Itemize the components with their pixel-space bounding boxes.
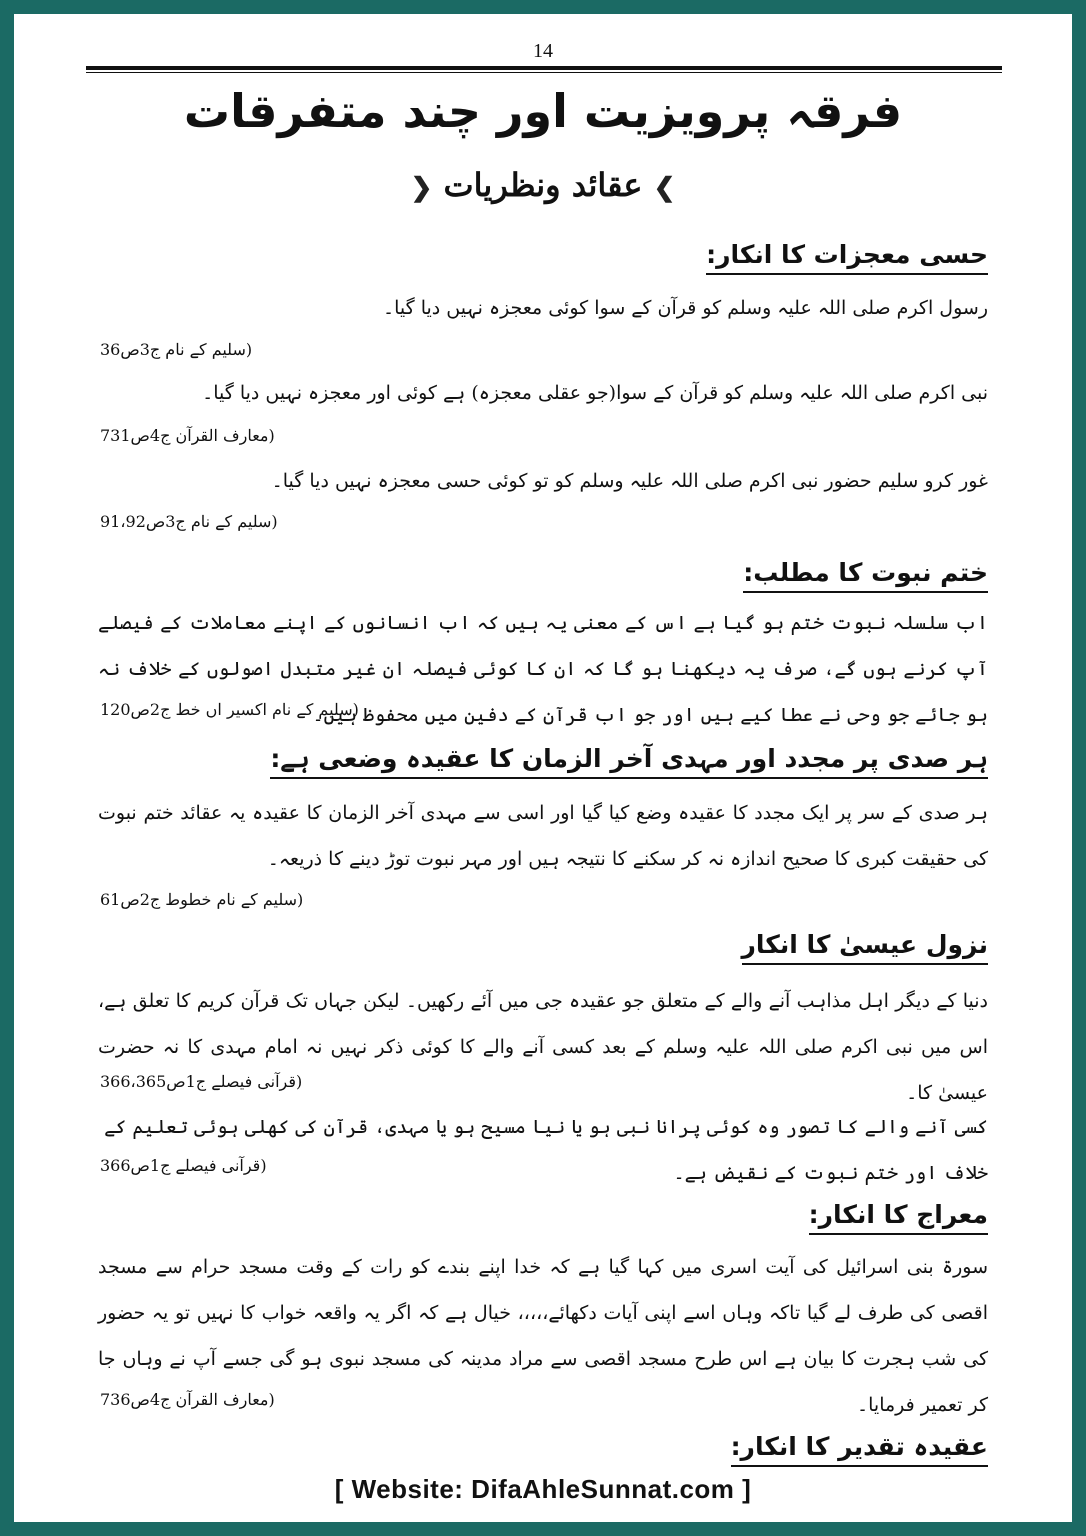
section-heading-miracles: حسی معجزات کا انکار: bbox=[706, 240, 988, 275]
page-number: 14 bbox=[533, 40, 553, 62]
section-heading-mujaddid: ہر صدی پر مجدد اور مہدی آخر الزمان کا عقیدہ وضعی ہے: bbox=[270, 744, 988, 779]
paragraph: غور کرو سلیم حضور نبی اکرم صلی اللہ علیہ وسلم کو تو کوئی حسی معجزہ نہیں دیا گیا۔ bbox=[271, 470, 988, 492]
page-subtitle bbox=[0, 166, 1086, 204]
subtitle-text: عقائد ونظریات bbox=[443, 166, 643, 204]
paragraph: نبی اکرم صلی اللہ علیہ وسلم کو قرآن کے سوا(جو عقلی معجزہ) ہے کوئی اور معجزہ نہیں دیا گیا۔ bbox=[202, 382, 988, 404]
reference: (معارف القرآن ج4ص736 bbox=[100, 1390, 275, 1409]
paragraph: سورۃ بنی اسرائیل کی آیت اسری میں کہا گیا ہے کہ خدا اپنے بندے کو رات کے وقت مسجد حرام سے مسجد اقصی کی طرف لے گیا تاکہ وہاں اسے اپنی آیات دکھائے،،،،، خیال ہے کہ اگر یہ واقعہ خواب کا نہیں تو یہ حضور کی شب ہجرت کا بیان ہے اس طرح مسجد اقصی سے مراد مدینہ کی مسجد نبوی ہو گی جسے آپ نے وہاں جا کر تعمیر فرمایا۔ bbox=[98, 1256, 988, 1416]
ornament-right-icon: ❯ bbox=[653, 173, 676, 203]
section-heading-khatm-nabuwat: ختم نبوت کا مطلب: bbox=[743, 558, 988, 593]
paragraph: ہر صدی کے سر پر ایک مجدد کا عقیدہ وضع کیا گیا اور اسی سے مہدی آخر الزمان کا عقیدہ یہ عقائد ختم نبوت کی حقیقت کبری کا صحیح اندازہ نہ کر سکنے کا نتیجہ ہیں اور مہر نبوت توڑ دینے کا ذریعہ۔ bbox=[98, 802, 988, 870]
section-heading-nuzool-isa: نزول عیسیٰ کا انکار bbox=[742, 930, 989, 965]
reference: (سلیم کے نام خطوط ج2ص61 bbox=[100, 890, 304, 909]
header-divider bbox=[86, 66, 1002, 70]
reference: (قرآنی فیصلے ج1ص366 bbox=[100, 1156, 267, 1175]
section-heading-meraj: معراج کا انکار: bbox=[809, 1200, 988, 1235]
ornament-left-icon: ❮ bbox=[410, 173, 433, 203]
reference: (سلیم کے نام اکسیر اں خط ج2ص120 bbox=[100, 700, 359, 719]
reference: (سلیم کے نام ج3ص91،92 bbox=[100, 512, 278, 531]
website-footer: [ Website: DifaAhleSunnat.com ] bbox=[334, 1474, 752, 1504]
page-title: فرقہ پرویزیت اور چند متفرقات bbox=[183, 84, 903, 138]
paragraph: کسی آنے والے کا تصور وہ کوئی پرانا نبی ہو یا نیا مسیح ہو یا مہدی، قرآن کی کھلی ہوئی تعلیم کے خلاف اور ختم نبوت کے نقیض ہے۔ bbox=[104, 1116, 988, 1184]
reference: (معارف القرآن ج4ص731 bbox=[100, 426, 275, 445]
paragraph: اب سلسلہ نبوت ختم ہو گیا ہے اس کے معنی یہ ہیں کہ اب انسانوں کے اپنے معاملات کے فیصلے آپ کرنے ہوں گے، صرف یہ دیکھنا ہو گا کہ ان کا کوئی فیصلہ ان غیر متبدل اصولوں کے خلاف نہ ہو جائے جو وحی نے عطا کیے ہیں اور جو اب قرآن کے دفین میں محفوظ ہیں۔ bbox=[98, 612, 988, 726]
section-heading-taqdeer: عقیدہ تقدیر کا انکار: bbox=[731, 1432, 988, 1467]
reference: (سلیم کے نام ج3ص36 bbox=[100, 340, 253, 359]
paragraph: دنیا کے دیگر اہل مذاہب آنے والے کے متعلق جو عقیدہ جی میں آئے رکھیں۔ لیکن جہاں تک قرآن کریم کا تعلق ہے، اس میں نبی اکرم صلی اللہ علیہ وسلم کے بعد کسی آنے والے کا کوئی ذکر نہیں نہ امام مہدی کا نہ حضرت عیسیٰ کا۔ bbox=[98, 990, 988, 1104]
reference: (قرآنی فیصلے ج1ص366،365 bbox=[100, 1072, 303, 1091]
paragraph: رسول اکرم صلی اللہ علیہ وسلم کو قرآن کے سوا کوئی معجزہ نہیں دیا گیا۔ bbox=[382, 297, 988, 319]
